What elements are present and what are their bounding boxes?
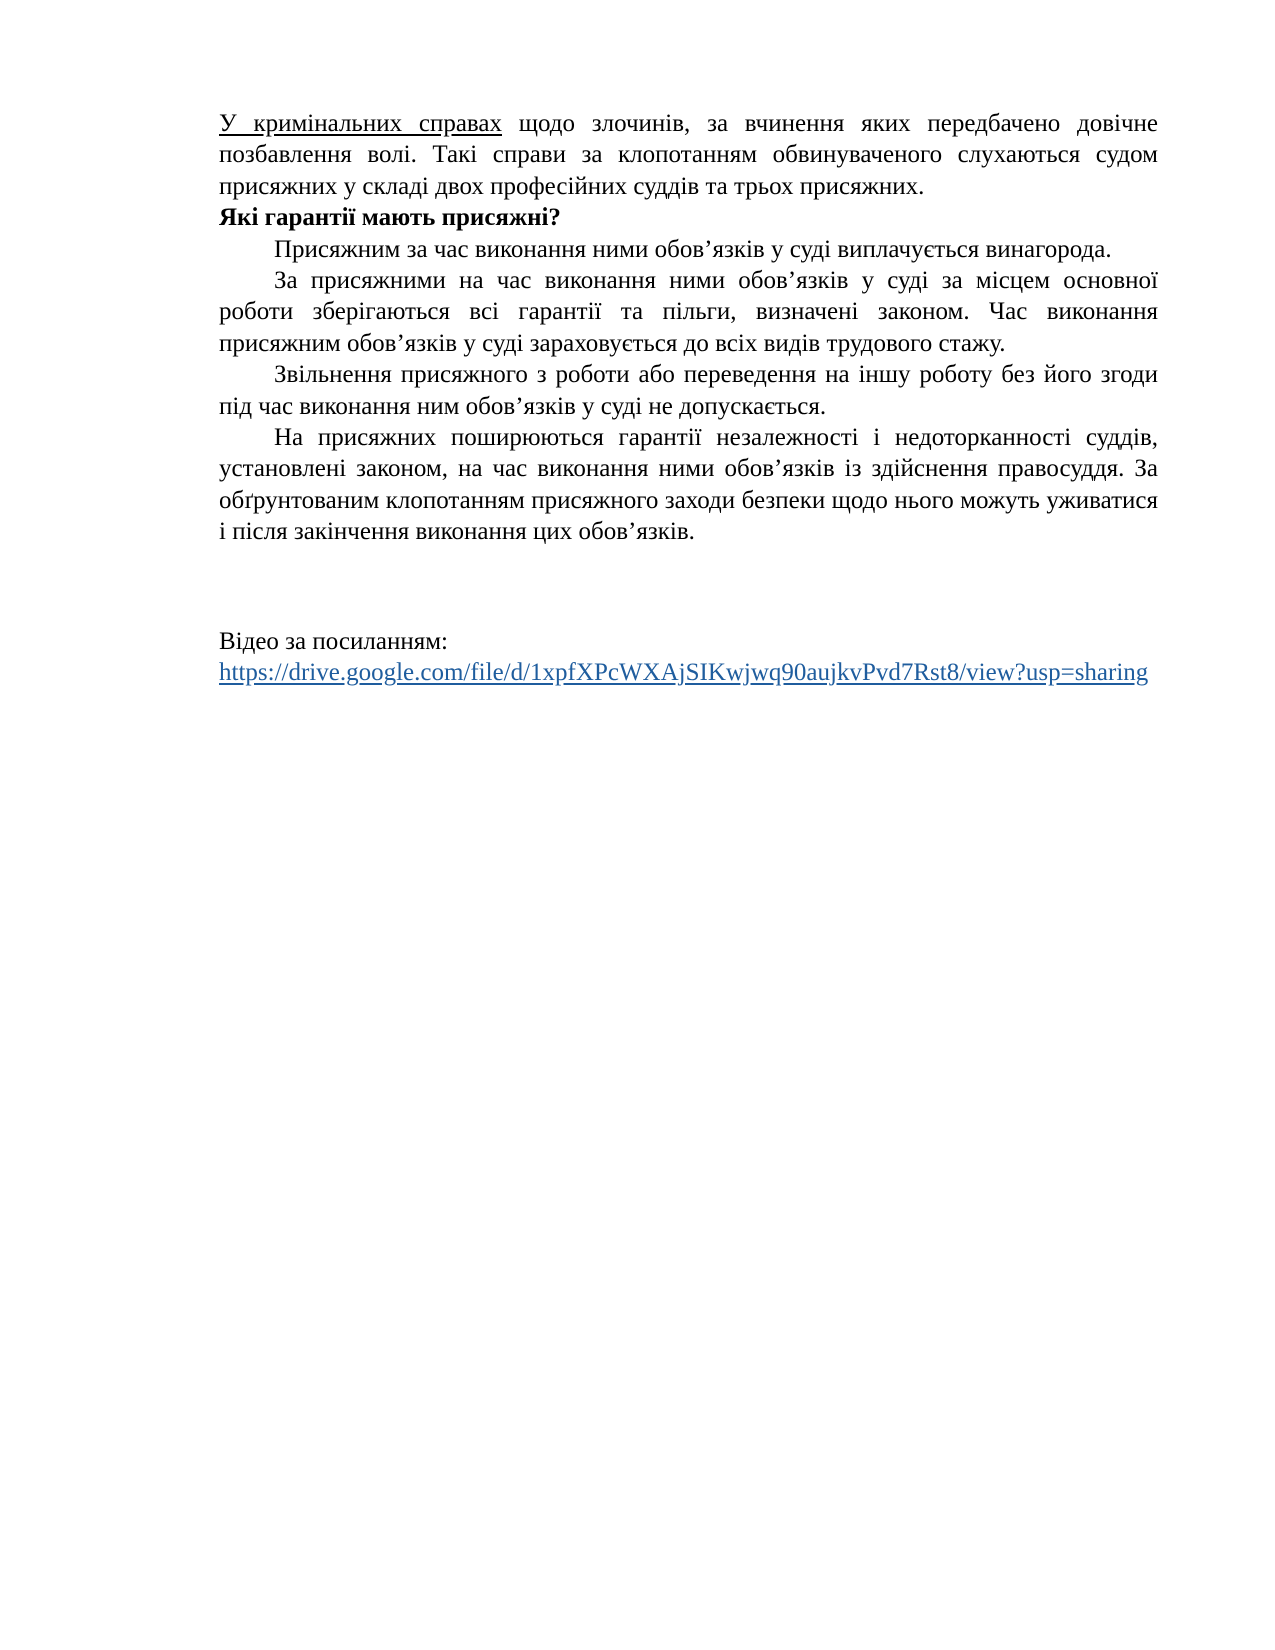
video-link[interactable]: https://drive.google.com/file/d/1xpfXPcWXAjSIKwjwq90aujkvPvd7Rst8/view?usp=sharing [219, 659, 1149, 687]
intro-underlined-text: У кримінальних справах [219, 110, 502, 137]
document-body [219, 108, 1158, 689]
intro-text: щодо злочинів, за вчинення яких передбачено довічне позбавлення волі. Такі справи за клопотанням обвинуваченого слухаються судом присяжних у складі двох професійних суддів та трьох присяжних. [219, 110, 1158, 200]
paragraph-guarantees: За присяжними на час виконання ними обов’язків у суді за місцем основної роботи зберігаються всі гарантії та пільги, визначені законом. Час виконання присяжним обов’язків у суді зараховується до всіх видів трудового стажу. [219, 267, 1158, 357]
video-label: Відео за посиланням: [219, 627, 448, 655]
spacer [219, 548, 1158, 626]
intro-paragraph [219, 108, 1158, 202]
paragraph-dismissal: Звільнення присяжного з роботи або переведення на іншу роботу без його згоди під час виконання ним обов’язків у суді не допускається. [219, 361, 1158, 420]
paragraph-independence: На присяжних поширюються гарантії незалежності і недоторканності суддів, установлені законом, на час виконання ними обов’язків із здійснення правосуддя. За обґрунтованим клопотанням присяжного заходи безпеки щодо нього можуть уживатися і після закінчення виконання цих обов’язків. [219, 424, 1158, 546]
section-heading: Які гарантії мають присяжні? [219, 204, 561, 232]
paragraph-reward: Присяжним за час виконання ними обов’язків у суді виплачується винагорода. [274, 235, 1112, 263]
